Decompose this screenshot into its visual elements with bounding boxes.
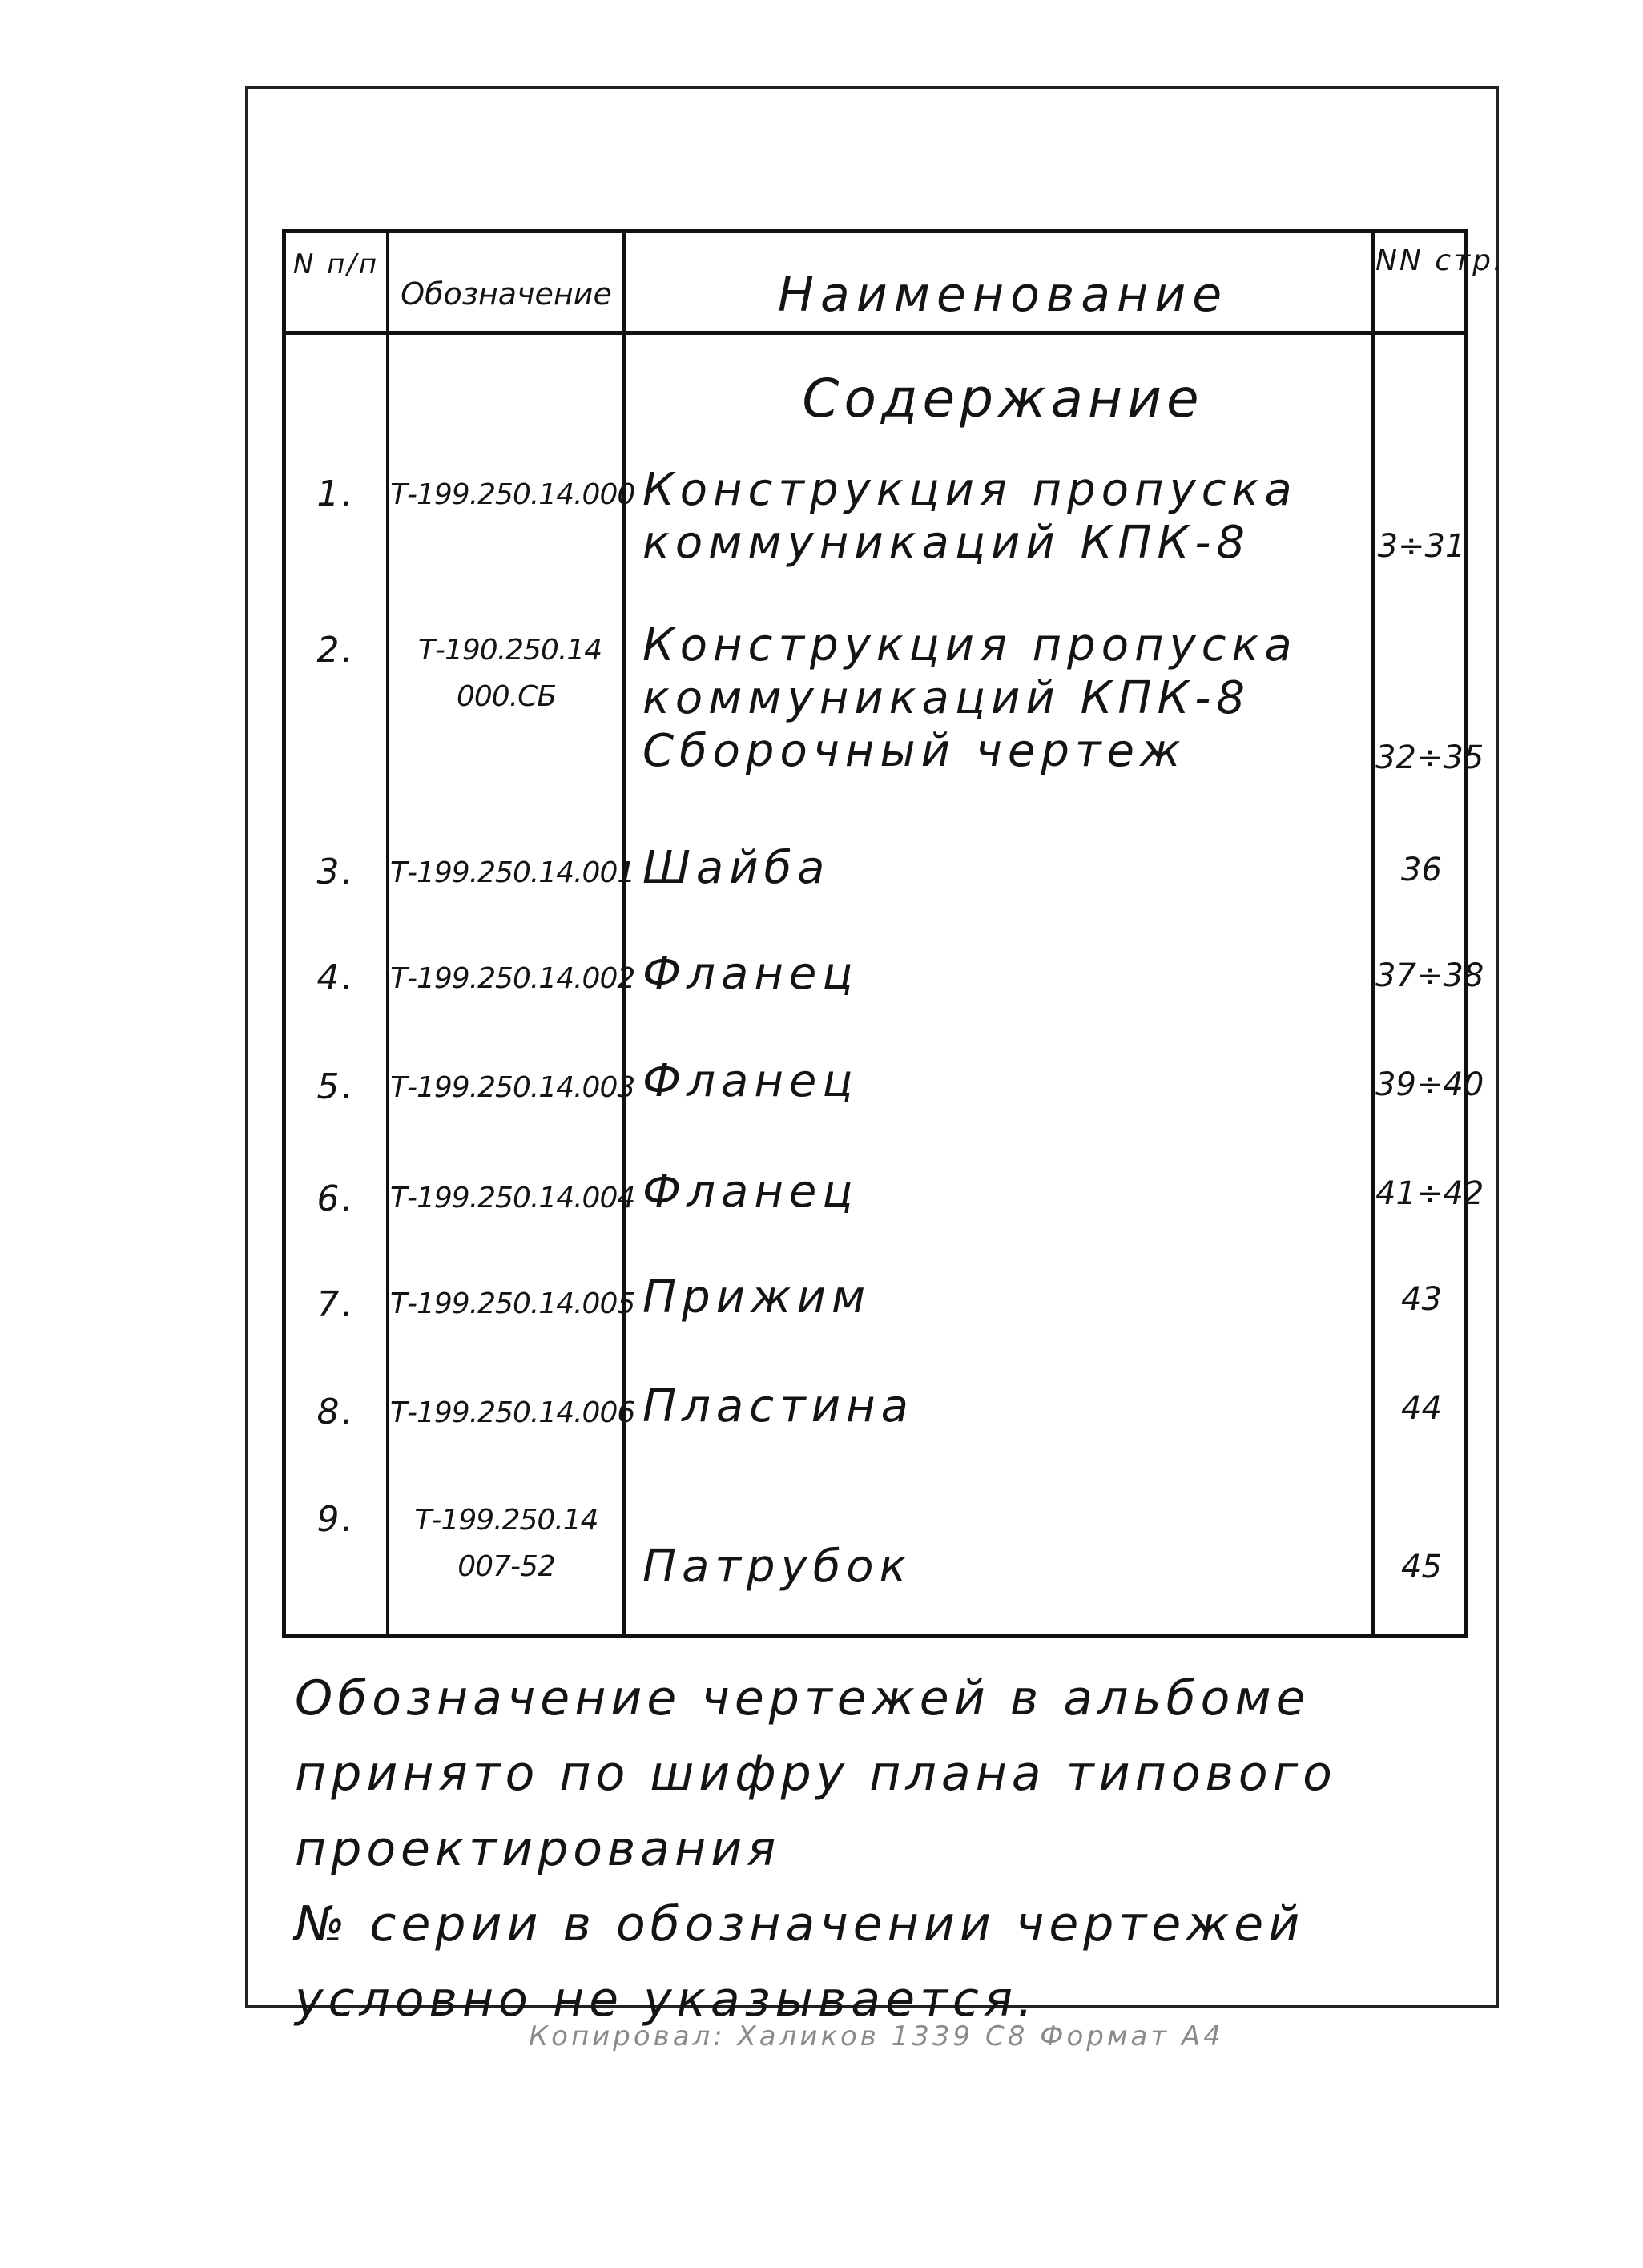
column-divider — [1371, 233, 1375, 1634]
header-divider — [286, 331, 1464, 335]
note-line: принято по шифру плана типового — [295, 1746, 1337, 1802]
row-number: 6. — [316, 1178, 356, 1219]
row-number: 5. — [316, 1066, 356, 1107]
row-name: коммуникаций КПК-8 — [642, 672, 1251, 724]
column-divider — [386, 233, 389, 1634]
row-name: коммуникаций КПК-8 — [642, 517, 1251, 569]
row-number: 2. — [316, 630, 356, 671]
row-number: 1. — [316, 473, 356, 514]
row-name: Пластина — [642, 1380, 914, 1432]
row-code: Т-199.250.14.004 — [390, 1182, 635, 1215]
row-code: Т-199.250.14.003 — [390, 1071, 635, 1104]
contents-table — [282, 229, 1505, 1638]
row-name: Фланец — [642, 948, 859, 1000]
row-number: 9. — [316, 1499, 356, 1540]
row-page: 39÷40 — [1375, 1066, 1484, 1103]
row-page: 43 — [1401, 1281, 1442, 1318]
row-name: Конструкция пропуска — [642, 464, 1298, 516]
section-title: Содержание — [802, 368, 1204, 429]
row-page: 36 — [1401, 852, 1442, 888]
row-number: 4. — [316, 957, 356, 998]
row-number: 7. — [316, 1284, 356, 1325]
row-code: Т-199.250.14.006 — [390, 1396, 635, 1429]
note-line: № серии в обозначении чертежей — [295, 1896, 1305, 1952]
row-number: 8. — [316, 1392, 356, 1432]
row-number: 3. — [316, 852, 356, 892]
row-code: Т-199.250.14 007-52 — [414, 1504, 598, 1583]
note-line: условно не указывается. — [295, 1972, 1038, 2028]
row-name: Шайба — [642, 842, 831, 894]
row-name: Сборочный чертеж — [642, 725, 1186, 777]
row-code: Т-199.250.14.000 — [390, 478, 635, 511]
row-page: 3÷31 — [1377, 528, 1466, 565]
row-name: Конструкция пропуска — [642, 619, 1298, 671]
header-page: NN стр. — [1375, 244, 1505, 277]
row-name: Фланец — [642, 1166, 859, 1218]
row-code: Т-199.250.14.002 — [390, 962, 635, 995]
row-name: Прижим — [642, 1271, 872, 1323]
row-code: Т-199.250.14.001 — [390, 856, 635, 889]
row-page: 37÷38 — [1375, 957, 1484, 994]
header-code: Обозначение — [401, 276, 612, 312]
row-code: Т-190.250.14 000.СБ — [418, 634, 602, 713]
stamp-footer: Копировал: Халиков 1339 С8 Формат А4 — [529, 2020, 1224, 2052]
row-code: Т-199.250.14.005 — [390, 1287, 635, 1320]
header-name: Наименование — [777, 267, 1229, 323]
header-number: N п/п — [292, 248, 380, 280]
drawing-note — [295, 1661, 1480, 2037]
row-name: Патрубок — [642, 1541, 912, 1593]
row-page: 41÷42 — [1375, 1175, 1484, 1212]
row-page: 32÷35 — [1375, 739, 1484, 776]
note-line: Обозначение чертежей в альбоме — [295, 1670, 1311, 1726]
row-name: Фланец — [642, 1055, 859, 1107]
row-page: 44 — [1401, 1390, 1442, 1427]
note-line: проектирования — [295, 1821, 781, 1877]
row-page: 45 — [1401, 1549, 1442, 1585]
